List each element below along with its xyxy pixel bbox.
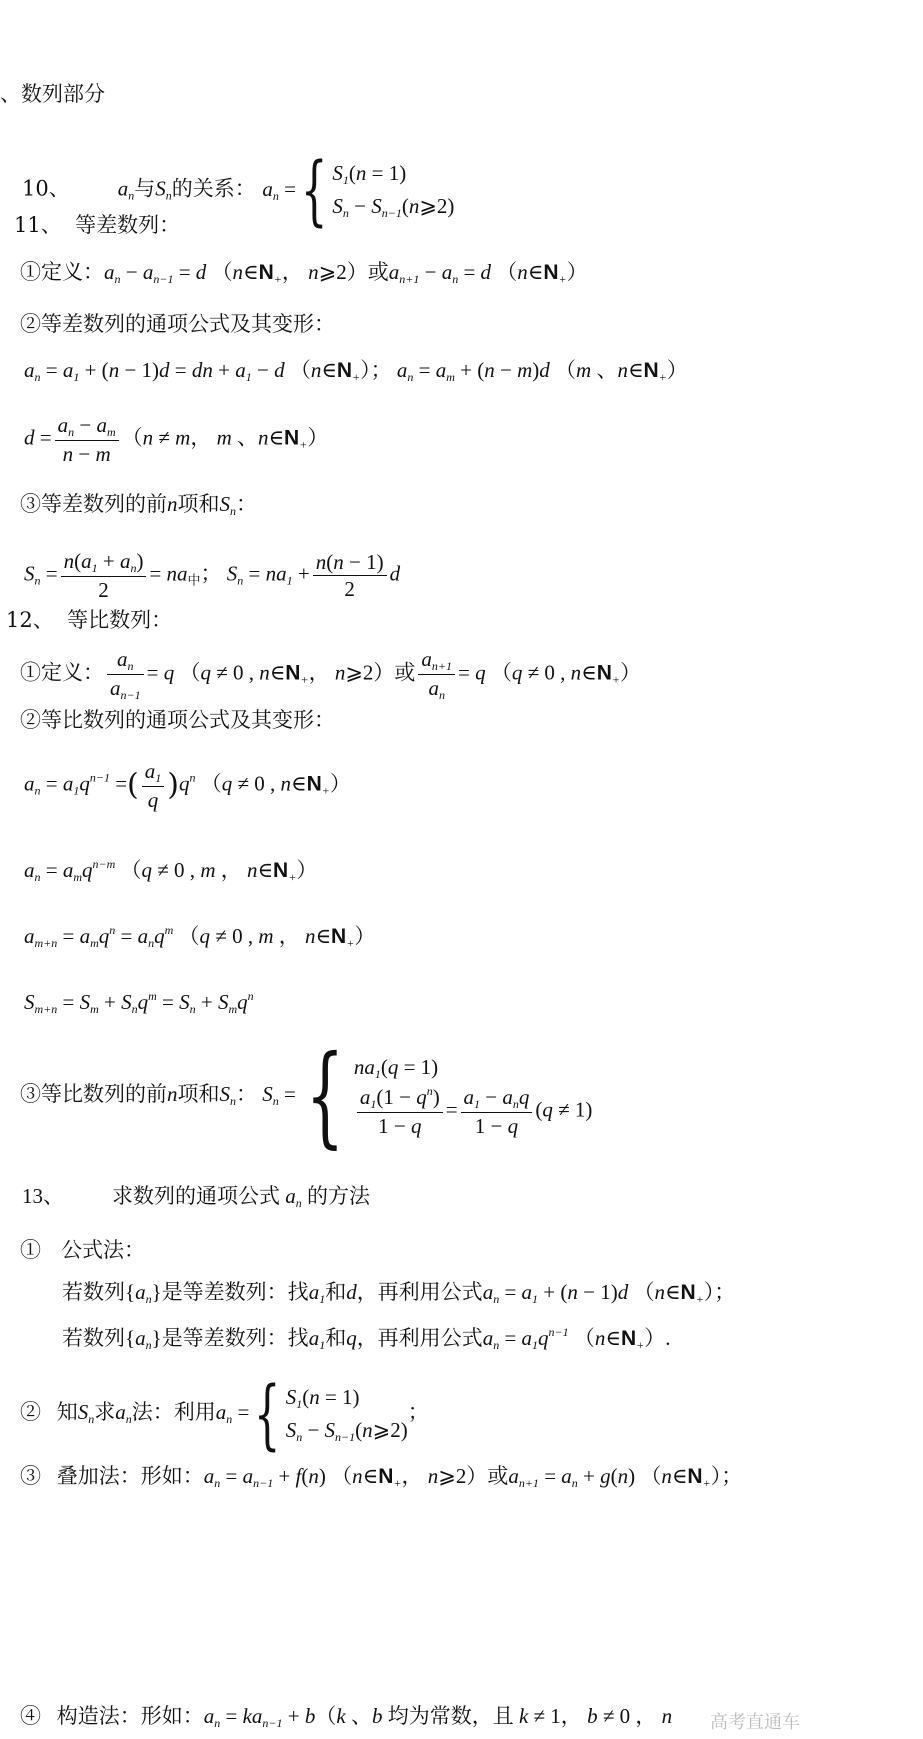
watermark: 高考直通车 xyxy=(710,1712,800,1733)
item-11-sum-title: ③等差数列的前n项和$S_n$： xyxy=(20,492,257,518)
item-12-def: ①定义： $\frac{a_n}{a_{n-1}}$ = q （q ≠ 0 , $n\in N_+$， n⩾2）或 $\frac{a_{n+1}}{a_n}$ = q （q ≠ 0 , $n\in N_+$） xyxy=(20,647,641,702)
item-12-formula4: $S_{m+n} = S_m + S_nq^m = S_n + S_mq^n$ xyxy=(24,989,254,1016)
item-12-title: 12、 等比数列： xyxy=(6,608,173,632)
item-13-title: 13、 求数列的通项公式 $a_n$ 的方法 xyxy=(22,1184,370,1210)
item-13-method1-line2: 若数列$\{a_n\}$是等差数列：找$a_1$和q，再利用公式$a_n = a_1q^{n-1}$ $(n\in N_+)$. xyxy=(62,1325,671,1352)
item-11-formula1: $a_n = a_1 + (n - 1)d$ = dn + $a_1 - d$ $(n\in N_+)$； $a_n = a_m + (n - m)d$ （m 、$n\in N_+$） xyxy=(24,358,688,384)
item-12-formula2: $a_n = a_mq^{n-m}$ （q ≠ 0 , m ， $n\in N_+$） xyxy=(24,857,318,884)
item-13-method4: ④ 构造法：形如：$a_n = ka_{n-1} + b(k$ 、b 均为常数，且 k ≠ 1， b ≠ 0 ， n xyxy=(20,1704,673,1730)
item-11-title: 11、 等差数列： xyxy=(14,213,181,237)
item-11-formula2: d = $\frac{a_n - a_m}{n - m}$ （n ≠ m， m 、$n\in N_+$） xyxy=(24,413,329,466)
item-11-formula-title: ②等差数列的通项公式及其变形： xyxy=(20,312,335,336)
item-12-formula-title: ②等比数列的通项公式及其变形： xyxy=(20,708,335,732)
item-12-sum: ③等比数列的前n项和$S_n$： $S_n$ ={ $na_1(q = 1)$ $\frac{a_1(1 - q^n)}{1 - q}$ = $\frac{a_1 - a_nq}{1 - q}$ (q ≠ 1) xyxy=(20,1031,593,1159)
item-13-method1: ① 公式法： xyxy=(20,1238,146,1262)
item-11-def: ①定义：$a_n - a_{n-1} = d$ （$n\in N_+$， n⩾2）或$a_{n+1} - a_n = d$ $(n\in N_+)$ xyxy=(20,260,588,286)
item-13-method1-line1: 若数列$\{a_n\}$是等差数列：找$a_1$和d，再利用公式$a_n = a_1 + (n - 1)d$ $(n\in N_+)$； xyxy=(62,1280,736,1306)
item-10: 10、 $a_n$与$S_n$的关系： $a_n$ ={ $S_1(n = 1)$ $S_n$ − $S_{n-1}(n⩾2)$ xyxy=(22,145,455,234)
item-11-sum-formula: $S_n$ = $\frac{n(a_1 + a_n)}{2}$ = na中； $S_n = na_1$ + $\frac{n(n - 1)}{2}$ d xyxy=(24,549,401,602)
item-12-formula1: $a_n = a_1q^{n-1}$ =( $\frac{a_1}{q}$ )$q^n$ （q ≠ 0 , $n\in N_+$） xyxy=(24,759,351,812)
item-13-method2: ② 知$S_n$求$a_n$法：利用$a_n$ ={ $S_1(n = 1)$ $S_n$ − $S_{n-1}(n⩾2)$ ； xyxy=(20,1369,429,1458)
item-13-method3: ③ 叠加法：形如：$a_n = a_{n-1} + f(n)$ （$n\in N_+$， n⩾2）或$a_{n+1} = a_n + g(n)$ $(n\in N_+)$； xyxy=(20,1464,743,1490)
item-12-formula3: $a_{m+n} = a_mq^n = a_nq^m$ （q ≠ 0 , m ， $n\in N_+$） xyxy=(24,923,376,950)
section-title: 、数列部分 xyxy=(0,82,105,106)
